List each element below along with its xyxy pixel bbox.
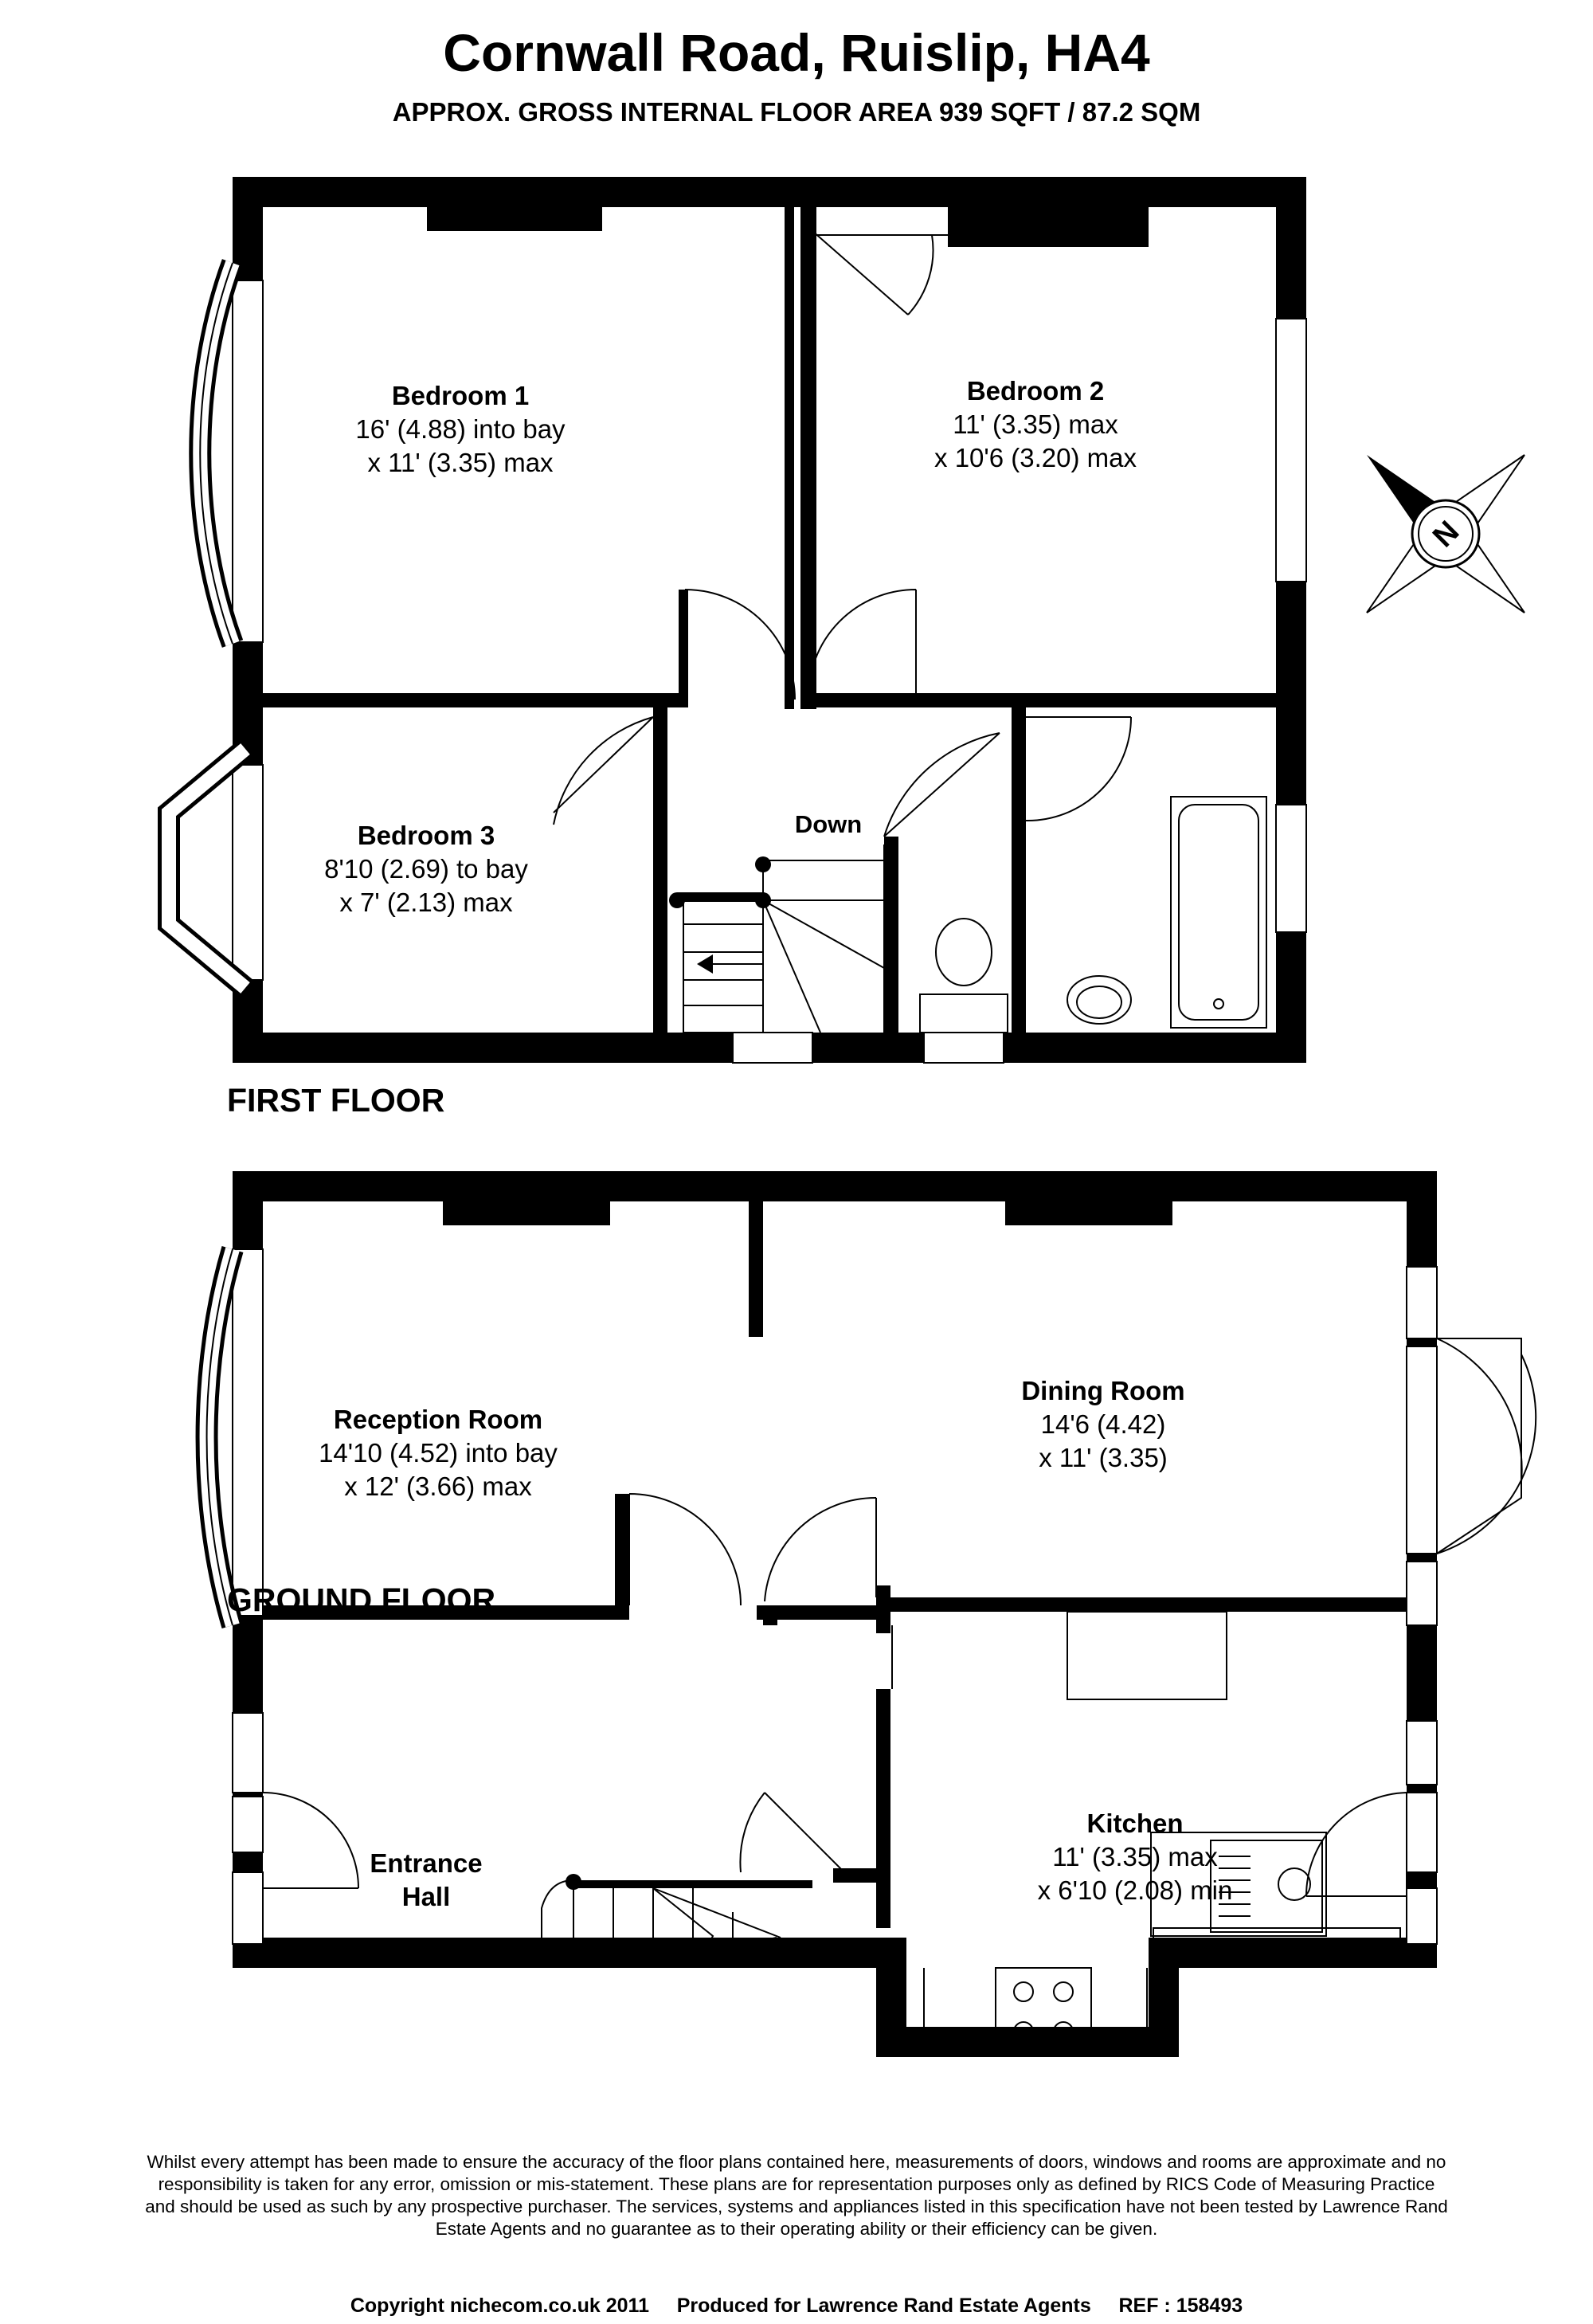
hall-name-line1: Entrance: [370, 1848, 483, 1878]
bedroom1-dim1: 16' (4.88) into bay: [355, 414, 566, 444]
floor-area-summary: APPROX. GROSS INTERNAL FLOOR AREA 939 SQFT / 87.2 SQM: [392, 97, 1201, 127]
bedroom2-dim2: x 10'6 (3.20) max: [934, 443, 1137, 472]
bedroom2-name: Bedroom 2: [966, 376, 1105, 406]
bedroom3-dim2: x 7' (2.13) max: [339, 888, 513, 917]
room-labels-ground-floor: [319, 1376, 1232, 1964]
disclaimer-text: Whilst every attempt has been made to ensure the accuracy of the floor plans contained here, measurements of doors, windows and rooms are approximate and no responsibility is taken for any error, omission or mis-statement. These plans are for representation purposes only as defined by RICS Code of Measuring Practice and should be used as such by any prospective purchaser. The services, systems and appliances listed in this specification have not been tested by Lawrence Rand Estate Agents and no guarantee as to their operating ability or their efficiency can be given.: [145, 2152, 1448, 2239]
dining-name: Dining Room: [1021, 1376, 1185, 1405]
compass-letter: N: [1427, 515, 1466, 555]
footer: [0, 2295, 1593, 2318]
reception-dim1: 14'10 (4.52) into bay: [319, 1438, 558, 1468]
kitchen-dim2: x 6'10 (2.08) min: [1037, 1875, 1233, 1905]
kitchen-dim1: 11' (3.35) max: [1052, 1842, 1218, 1871]
reception-dim2: x 12' (3.66) max: [344, 1472, 532, 1501]
first-floor-plan: [169, 177, 1306, 1063]
footer-produced: Produced for Lawrence Rand Estate Agents: [676, 2295, 1091, 2317]
plan-title: Cornwall Road, Ruislip, HA4: [443, 23, 1150, 82]
footer-copyright: Copyright nichecom.co.uk 2011: [350, 2295, 649, 2317]
kitchen-name: Kitchen: [1086, 1809, 1184, 1838]
reception-name: Reception Room: [333, 1405, 543, 1434]
dining-dim1: 14'6 (4.42): [1040, 1409, 1166, 1439]
bedroom3-dim1: 8'10 (2.69) to bay: [324, 854, 528, 884]
bedroom1-name: Bedroom 1: [391, 381, 530, 410]
stairs-down-label: Down: [794, 810, 863, 838]
stairs-up-label: Up: [476, 1936, 509, 1964]
footer-ref: REF : 158493: [1118, 2295, 1243, 2317]
ground-floor-label: GROUND FLOOR: [227, 1581, 496, 1618]
first-floor-label: FIRST FLOOR: [227, 1082, 445, 1119]
bedroom1-dim2: x 11' (3.35) max: [367, 448, 554, 477]
dining-dim2: x 11' (3.35): [1039, 1443, 1168, 1472]
bedroom2-dim1: 11' (3.35) max: [953, 410, 1118, 439]
north-compass: [1288, 376, 1593, 692]
bedroom3-name: Bedroom 3: [357, 821, 495, 850]
hall-name-line2: Hall: [401, 1882, 451, 1911]
